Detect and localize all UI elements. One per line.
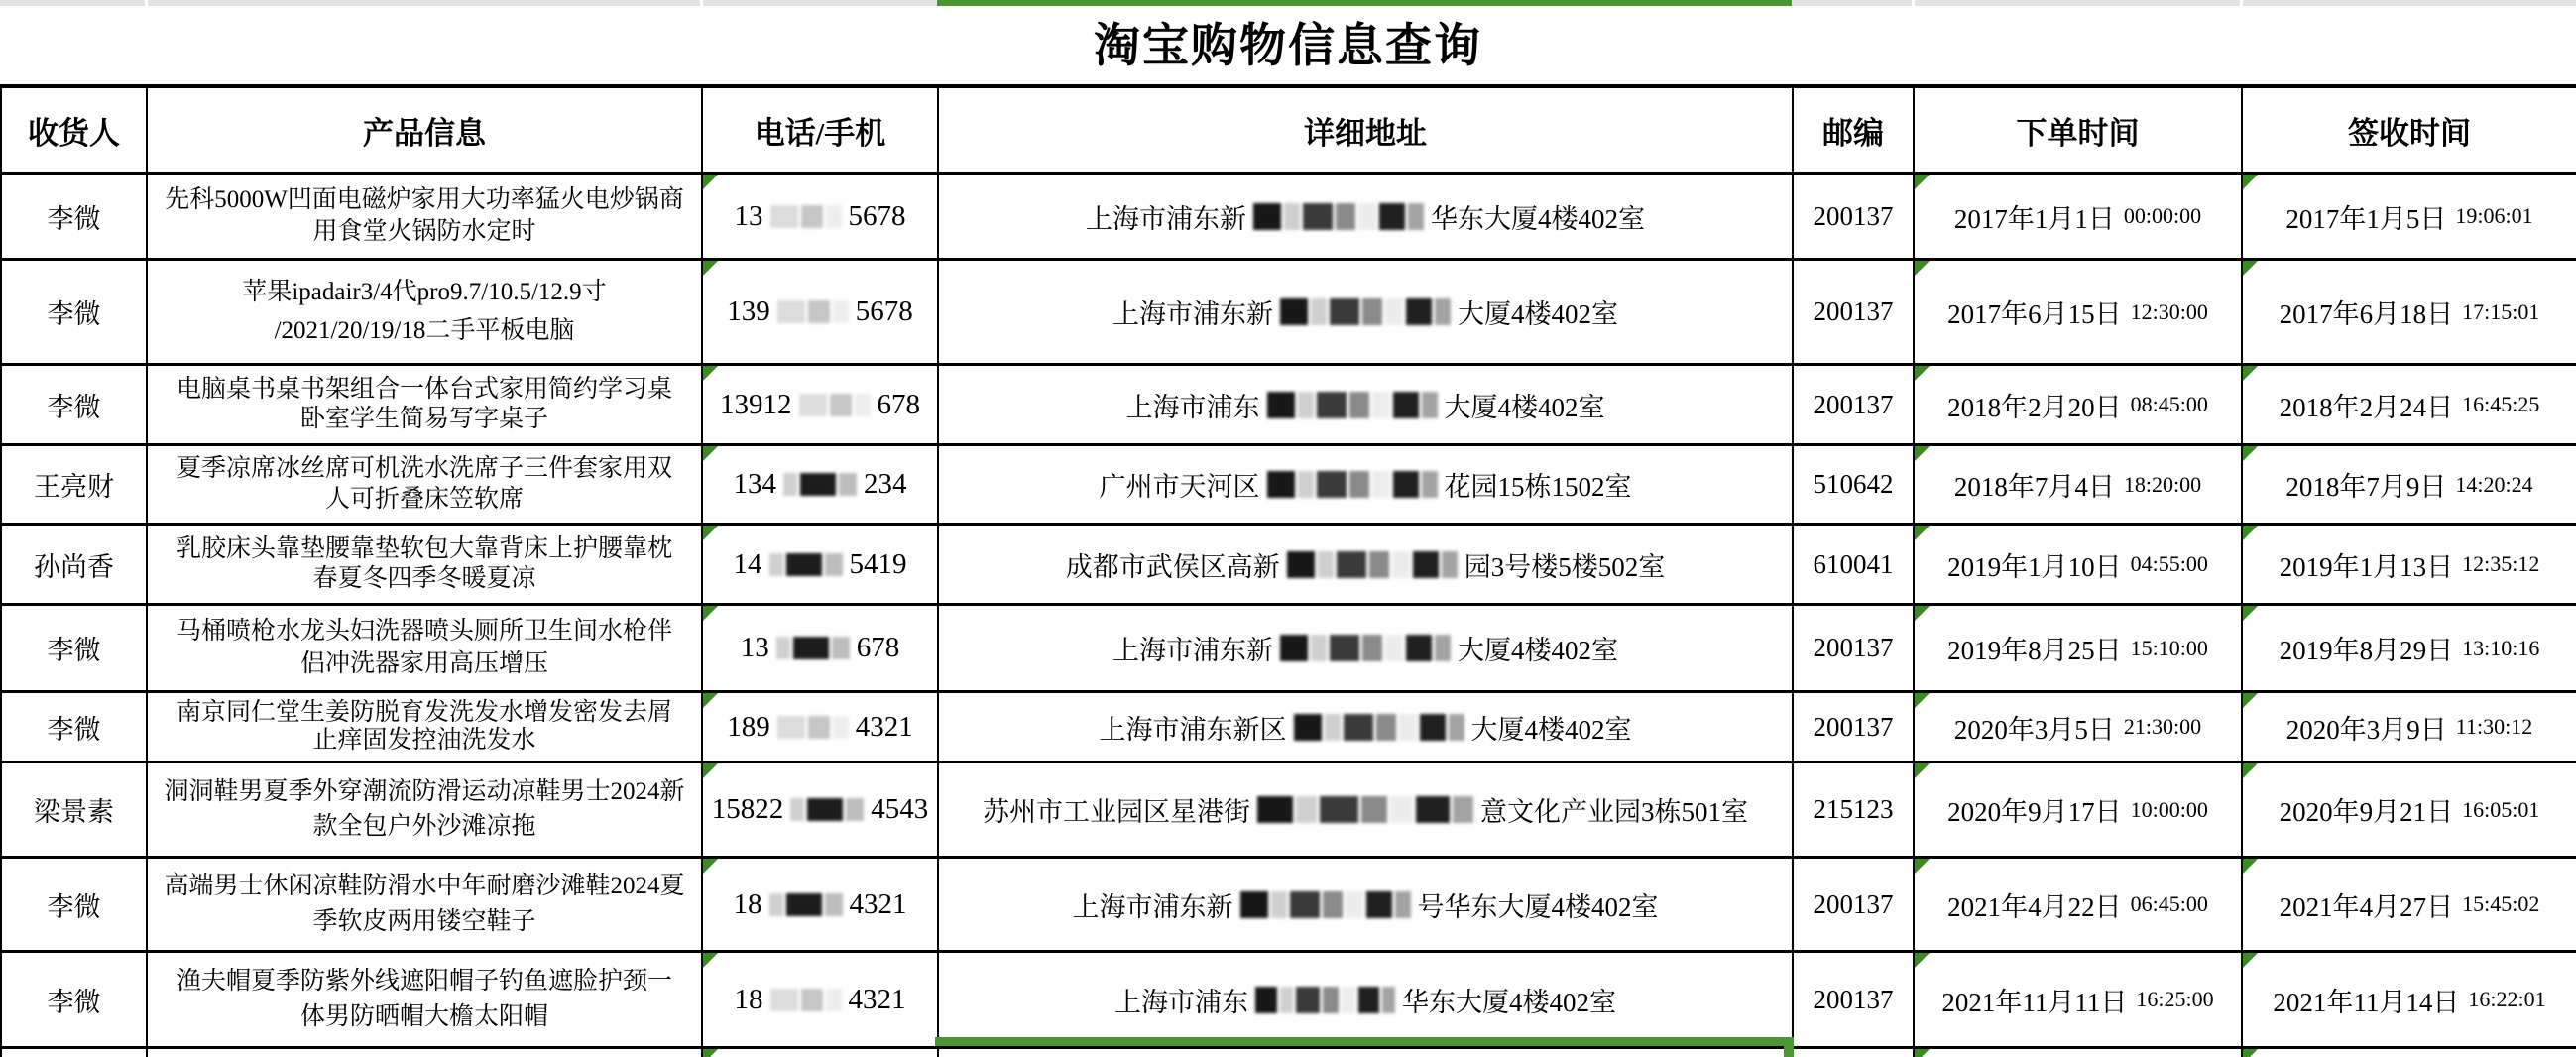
redaction-blur [1240, 891, 1411, 918]
phone-prefix: 18 [733, 887, 762, 920]
error-marker-triangle-icon [703, 763, 718, 778]
product-cell[interactable] [148, 763, 703, 859]
address-prefix: 上海市浦东 [1125, 392, 1260, 422]
error-marker-triangle-icon [1915, 693, 1930, 708]
error-marker-triangle-icon [2243, 693, 2258, 708]
recipient-name: 王亮财 [34, 472, 114, 502]
address-cell[interactable] [939, 693, 1794, 763]
partial-row-cell[interactable] [2243, 1049, 2576, 1057]
order-time-cell[interactable] [1915, 693, 2243, 763]
product-cell[interactable] [148, 606, 703, 693]
product-line: 渔夫帽夏季防紫外线遮阳帽子钓鱼遮脸护颈一 [176, 967, 672, 995]
error-marker-triangle-icon [2243, 261, 2258, 276]
address-prefix: 上海市浦东新 [1112, 299, 1273, 329]
phone-prefix: 14 [733, 547, 762, 580]
sign-date: 2018年2月24日 [2279, 392, 2454, 422]
address-cell[interactable] [939, 175, 1794, 261]
orders-table [0, 84, 2576, 1057]
sign-clock: 14:20:24 [2455, 471, 2533, 497]
product-cell[interactable] [148, 261, 703, 366]
redaction-blur [1257, 796, 1473, 823]
column-header-label: 产品信息 [363, 115, 486, 151]
address-suffix: 花园15栋1502室 [1444, 472, 1632, 502]
product-line: 高端男士休闲凉鞋防滑水中年耐磨沙滩鞋2024夏 [164, 873, 685, 900]
error-marker-triangle-icon [1915, 446, 1930, 461]
order-date: 2020年9月17日 [1947, 797, 2122, 827]
phone-suffix: 5678 [848, 199, 906, 232]
postal-cell[interactable] [1794, 859, 1915, 953]
recipient-name: 孙尚香 [34, 551, 114, 582]
order-date: 2020年3月5日 [1953, 714, 2115, 745]
product-cell[interactable] [148, 526, 703, 606]
column-header-label: 收货人 [28, 115, 120, 151]
product-line: 苹果ipadair3/4代pro9.7/10.5/12.9寸 [242, 278, 607, 305]
column-header-label: 签收时间 [2348, 115, 2471, 151]
error-marker-triangle-icon [2243, 1049, 2258, 1057]
address-suffix: 大厦4楼402室 [1470, 714, 1632, 745]
redaction-blur [769, 553, 843, 576]
postal-cell[interactable] [1794, 446, 1915, 526]
error-marker-triangle-icon [703, 366, 718, 381]
error-marker-triangle-icon [2243, 446, 2258, 461]
redaction-blur [777, 716, 849, 739]
order-clock: 10:00:00 [2130, 796, 2208, 822]
order-time-cell[interactable] [1915, 763, 2243, 859]
sign-date: 2019年1月13日 [2279, 551, 2454, 582]
redaction-blur [770, 205, 842, 228]
partial-row-cell[interactable] [2, 1049, 148, 1057]
product-cell[interactable] [148, 446, 703, 526]
column-header-4[interactable] [939, 88, 1794, 175]
phone-cell[interactable] [703, 693, 939, 763]
product-cell[interactable] [148, 859, 703, 953]
error-marker-triangle-icon [2243, 859, 2258, 874]
postal-cell[interactable] [1794, 953, 1915, 1049]
error-marker-triangle-icon [703, 693, 718, 708]
redaction-blur [783, 473, 857, 496]
recipient-cell[interactable] [2, 953, 148, 1049]
order-date: 2017年1月1日 [1953, 203, 2115, 234]
recipient-name: 李微 [47, 714, 101, 745]
recipient-cell[interactable] [2, 261, 148, 366]
sign-clock: 16:45:25 [2462, 392, 2540, 416]
error-marker-triangle-icon [2243, 526, 2258, 540]
product-line: 乳胶床头靠垫腰靠垫软包大靠背床上护腰靠枕 [176, 534, 672, 562]
product-line: 先科5000W凹面电磁炉家用大功率猛火电炒锅商 [165, 185, 684, 213]
sign-clock: 12:35:12 [2462, 551, 2540, 576]
address-prefix: 上海市浦东新 [1072, 891, 1233, 922]
order-clock: 06:45:00 [2130, 891, 2208, 916]
error-marker-triangle-icon [2243, 606, 2258, 621]
phone-cell[interactable] [703, 261, 939, 366]
order-time-cell[interactable] [1915, 446, 2243, 526]
error-marker-triangle-icon [2243, 175, 2258, 189]
redaction-blur [777, 300, 849, 323]
phone-suffix: 678 [856, 632, 900, 663]
phone-suffix: 678 [877, 388, 920, 420]
sign-clock: 13:10:16 [2462, 635, 2540, 660]
postal-code: 510642 [1813, 469, 1894, 499]
partial-row-cell[interactable] [703, 1049, 939, 1057]
error-marker-triangle-icon [703, 606, 718, 621]
sign-date: 2019年8月29日 [2279, 636, 2454, 665]
order-time-cell[interactable] [1915, 366, 2243, 446]
phone-prefix: 139 [727, 295, 770, 327]
sign-time-cell[interactable] [2243, 366, 2576, 446]
address-cell[interactable] [939, 446, 1794, 526]
phone-prefix: 134 [733, 468, 776, 500]
postal-cell[interactable] [1794, 763, 1915, 859]
error-marker-triangle-icon [703, 859, 718, 874]
order-time-cell[interactable] [1915, 606, 2243, 693]
column-header-6[interactable] [1915, 88, 2243, 175]
address-suffix: 大厦4楼402室 [1458, 299, 1618, 329]
order-time-cell[interactable] [1915, 261, 2243, 366]
error-marker-triangle-icon [703, 261, 718, 276]
address-prefix: 上海市浦东新 [1112, 636, 1273, 665]
product-cell[interactable] [148, 175, 703, 261]
order-clock: 16:25:00 [2136, 987, 2214, 1011]
order-time-cell[interactable] [1915, 526, 2243, 606]
address-suffix: 意文化产业园3栋501室 [1480, 797, 1748, 827]
phone-prefix: 13 [734, 199, 763, 232]
sign-date: 2021年4月27日 [2279, 891, 2454, 922]
phone-suffix: 4321 [848, 983, 906, 1015]
postal-code: 200137 [1813, 296, 1894, 326]
address-cell[interactable] [939, 606, 1794, 693]
address-cell[interactable] [939, 763, 1794, 859]
postal-code: 610041 [1813, 548, 1894, 579]
postal-cell[interactable] [1794, 261, 1915, 366]
address-suffix: 大厦4楼402室 [1458, 636, 1618, 665]
sign-clock: 16:05:01 [2462, 796, 2540, 822]
address-cell[interactable] [939, 953, 1794, 1049]
postal-cell[interactable] [1794, 693, 1915, 763]
sign-clock: 11:30:12 [2455, 714, 2533, 739]
order-clock: 15:10:00 [2130, 635, 2208, 660]
product-line: 人可折叠床笠软席 [324, 485, 524, 513]
phone-suffix: 234 [864, 468, 907, 500]
order-clock: 00:00:00 [2123, 203, 2202, 228]
error-marker-triangle-icon [703, 526, 718, 540]
product-line: 春夏冬四季冬暖夏凉 [312, 565, 536, 593]
partial-row-cell[interactable] [1794, 1049, 1915, 1057]
address-cell[interactable] [939, 859, 1794, 953]
phone-cell[interactable] [703, 763, 939, 859]
postal-code: 200137 [1813, 389, 1894, 419]
address-suffix: 华东大厦4楼402室 [1402, 987, 1616, 1017]
postal-cell[interactable] [1794, 366, 1915, 446]
redaction-blur [1287, 551, 1458, 578]
order-clock: 08:45:00 [2130, 392, 2208, 416]
sign-date: 2020年3月9日 [2285, 714, 2447, 745]
sign-time-cell[interactable] [2243, 693, 2576, 763]
error-marker-triangle-icon [2243, 763, 2258, 778]
recipient-cell[interactable] [2, 606, 148, 693]
error-marker-triangle-icon [1915, 366, 1930, 381]
recipient-name: 李微 [47, 392, 101, 422]
postal-code: 200137 [1813, 711, 1894, 742]
address-cell[interactable] [939, 366, 1794, 446]
order-date: 2017年6月15日 [1947, 299, 2122, 329]
recipient-cell[interactable] [2, 526, 148, 606]
error-marker-triangle-icon [1915, 175, 1930, 189]
address-prefix: 广州市天河区 [1099, 472, 1260, 502]
sign-clock: 19:06:01 [2455, 203, 2533, 228]
phone-suffix: 4321 [849, 887, 907, 920]
error-marker-triangle-icon [1915, 526, 1930, 540]
redaction-blur [790, 798, 864, 821]
order-clock: 04:55:00 [2130, 551, 2208, 576]
column-header-label: 电话/手机 [754, 115, 886, 151]
product-line: 款全包户外沙滩凉拖 [312, 813, 536, 841]
product-line: 南京同仁堂生姜防脱育发洗发水增发密发去屑 [176, 699, 672, 727]
order-date: 2021年11月11日 [1941, 987, 2128, 1017]
order-date: 2018年2月20日 [1947, 392, 2122, 422]
phone-prefix: 13 [740, 632, 769, 663]
error-marker-triangle-icon [703, 446, 718, 461]
recipient-cell[interactable] [2, 693, 148, 763]
recipient-name: 李微 [47, 299, 101, 329]
product-line: 马桶喷枪水龙头妇洗器喷头厕所卫生间水枪伴 [176, 617, 672, 645]
column-header-label: 详细地址 [1304, 115, 1427, 151]
postal-code: 200137 [1813, 633, 1894, 662]
sign-time-cell[interactable] [2243, 446, 2576, 526]
sign-clock: 17:15:01 [2462, 298, 2540, 324]
product-line: /2021/20/19/18二手平板电脑 [274, 316, 575, 344]
product-line: 侣冲洗器家用高压增压 [299, 649, 548, 677]
error-marker-triangle-icon [1915, 606, 1930, 621]
order-date: 2018年7月4日 [1953, 472, 2115, 502]
top-sliver-gridline [2240, 0, 2243, 6]
redaction-blur [1255, 987, 1395, 1013]
sign-date: 2017年1月5日 [2285, 203, 2447, 234]
selection-border-corner [1784, 1046, 1794, 1057]
phone-suffix: 4321 [855, 710, 913, 743]
phone-prefix: 189 [727, 710, 770, 743]
redaction-blur [1294, 714, 1464, 741]
postal-code: 200137 [1813, 888, 1894, 919]
phone-cell[interactable] [703, 175, 939, 261]
redaction-blur [799, 394, 871, 416]
product-line: 夏季凉席冰丝席可机洗水洗席子三件套家用双 [176, 455, 672, 483]
recipient-name: 李微 [47, 203, 101, 234]
error-marker-triangle-icon [1915, 1049, 1930, 1057]
top-sliver-gridline [1912, 0, 1915, 6]
redaction-blur [1253, 203, 1424, 230]
redaction-blur [776, 637, 850, 659]
recipient-cell[interactable] [2, 763, 148, 859]
phone-cell[interactable] [703, 606, 939, 693]
postal-code: 200137 [1813, 200, 1894, 231]
phone-cell[interactable] [703, 526, 939, 606]
product-line: 用食堂火锅防水定时 [312, 218, 536, 246]
phone-cell[interactable] [703, 859, 939, 953]
phone-cell[interactable] [703, 366, 939, 446]
error-marker-triangle-icon [703, 175, 718, 189]
sign-time-cell[interactable] [2243, 175, 2576, 261]
error-marker-triangle-icon [703, 1049, 718, 1057]
column-header-1[interactable] [2, 88, 148, 175]
product-line: 洞洞鞋男夏季外穿潮流防滑运动凉鞋男士2024新 [164, 777, 685, 805]
phone-prefix: 18 [734, 983, 763, 1015]
recipient-cell[interactable] [2, 366, 148, 446]
partial-row-cell[interactable] [939, 1049, 1794, 1057]
address-prefix: 苏州市工业园区星港街 [983, 797, 1250, 827]
phone-suffix: 5678 [855, 295, 913, 327]
sign-time-cell[interactable] [2243, 606, 2576, 693]
address-prefix: 上海市浦东新区 [1099, 714, 1287, 745]
sign-time-cell[interactable] [2243, 763, 2576, 859]
sign-clock: 16:22:01 [2468, 987, 2546, 1011]
order-time-cell[interactable] [1915, 953, 2243, 1049]
postal-cell[interactable] [1794, 526, 1915, 606]
redaction-blur [1267, 392, 1438, 418]
order-date: 2019年1月10日 [1947, 551, 2122, 582]
recipient-cell[interactable] [2, 175, 148, 261]
error-marker-triangle-icon [2243, 366, 2258, 381]
redaction-blur [770, 989, 842, 1011]
address-suffix: 园3号楼5楼502室 [1464, 551, 1666, 582]
order-clock: 12:30:00 [2130, 298, 2208, 324]
address-suffix: 号华东大厦4楼402室 [1417, 891, 1659, 922]
phone-cell[interactable] [703, 953, 939, 1049]
order-clock: 21:30:00 [2123, 714, 2202, 739]
sign-time-cell[interactable] [2243, 261, 2576, 366]
order-date: 2021年4月22日 [1947, 891, 2122, 922]
partial-row-cell[interactable] [1915, 1049, 2243, 1057]
redaction-blur [1280, 298, 1451, 325]
address-suffix: 华东大厦4楼402室 [1431, 203, 1645, 234]
address-prefix: 上海市浦东新 [1086, 203, 1246, 234]
partial-row-cell[interactable] [148, 1049, 703, 1057]
column-header-label: 邮编 [1822, 115, 1884, 151]
product-line: 卧室学生简易写字桌子 [299, 406, 548, 433]
redaction-blur [1280, 635, 1451, 661]
redaction-blur [1267, 471, 1438, 498]
redaction-blur [769, 893, 843, 916]
error-marker-triangle-icon [1915, 763, 1930, 778]
address-prefix: 上海市浦东 [1114, 987, 1248, 1017]
phone-suffix: 4543 [871, 793, 929, 825]
sign-time-cell[interactable] [2243, 953, 2576, 1049]
sign-time-cell[interactable] [2243, 526, 2576, 606]
error-marker-triangle-icon [1915, 953, 1930, 968]
column-header-7[interactable] [2243, 88, 2576, 175]
column-header-label: 下单时间 [2016, 115, 2140, 151]
recipient-cell[interactable] [2, 446, 148, 526]
product-line: 体男防晒帽大檐太阳帽 [299, 1002, 548, 1030]
top-sliver-selection [937, 0, 1792, 6]
sign-date: 2020年9月21日 [2279, 797, 2454, 827]
address-cell[interactable] [939, 261, 1794, 366]
recipient-name: 李微 [47, 987, 101, 1017]
column-header-3[interactable] [703, 88, 939, 175]
phone-prefix: 13912 [720, 388, 792, 420]
postal-cell[interactable] [1794, 606, 1915, 693]
postal-code: 200137 [1813, 984, 1894, 1014]
recipient-cell[interactable] [2, 859, 148, 953]
top-sliver-gridline [700, 0, 703, 6]
phone-cell[interactable] [703, 446, 939, 526]
product-cell[interactable] [148, 953, 703, 1049]
address-prefix: 成都市武侯区高新 [1065, 551, 1280, 582]
sign-date: 2021年11月14日 [2273, 987, 2460, 1017]
product-line: 季软皮两用镂空鞋子 [312, 907, 536, 935]
sign-time-cell[interactable] [2243, 859, 2576, 953]
selection-border-bottom [935, 1037, 1794, 1046]
error-marker-triangle-icon [1915, 859, 1930, 874]
product-cell[interactable] [148, 366, 703, 446]
sign-clock: 15:45:02 [2462, 891, 2540, 916]
order-clock: 18:20:00 [2123, 471, 2202, 497]
order-time-cell[interactable] [1915, 859, 2243, 953]
recipient-name: 梁景素 [34, 797, 114, 827]
error-marker-triangle-icon [703, 953, 718, 968]
postal-code: 215123 [1813, 794, 1894, 824]
postal-cell[interactable] [1794, 175, 1915, 261]
product-line: 电脑桌书桌书架组合一体台式家用简约学习桌 [176, 375, 672, 403]
top-sliver-gridline [145, 0, 148, 6]
address-suffix: 大厦4楼402室 [1444, 392, 1605, 422]
page-title: 淘宝购物信息查询 [1094, 21, 1482, 72]
recipient-name: 李微 [47, 891, 101, 922]
order-time-cell[interactable] [1915, 175, 2243, 261]
product-cell[interactable] [148, 693, 703, 763]
address-cell[interactable] [939, 526, 1794, 606]
sign-date: 2018年7月9日 [2285, 472, 2447, 502]
column-header-2[interactable] [148, 88, 703, 175]
recipient-name: 李微 [47, 636, 101, 665]
phone-suffix: 5419 [849, 547, 907, 580]
error-marker-triangle-icon [2243, 953, 2258, 968]
column-header-5[interactable] [1794, 88, 1915, 175]
order-date: 2019年8月25日 [1947, 636, 2122, 665]
sign-date: 2017年6月18日 [2279, 299, 2454, 329]
phone-prefix: 15822 [711, 793, 784, 825]
error-marker-triangle-icon [1915, 261, 1930, 276]
product-line: 止痒固发控油洗发水 [312, 726, 536, 754]
